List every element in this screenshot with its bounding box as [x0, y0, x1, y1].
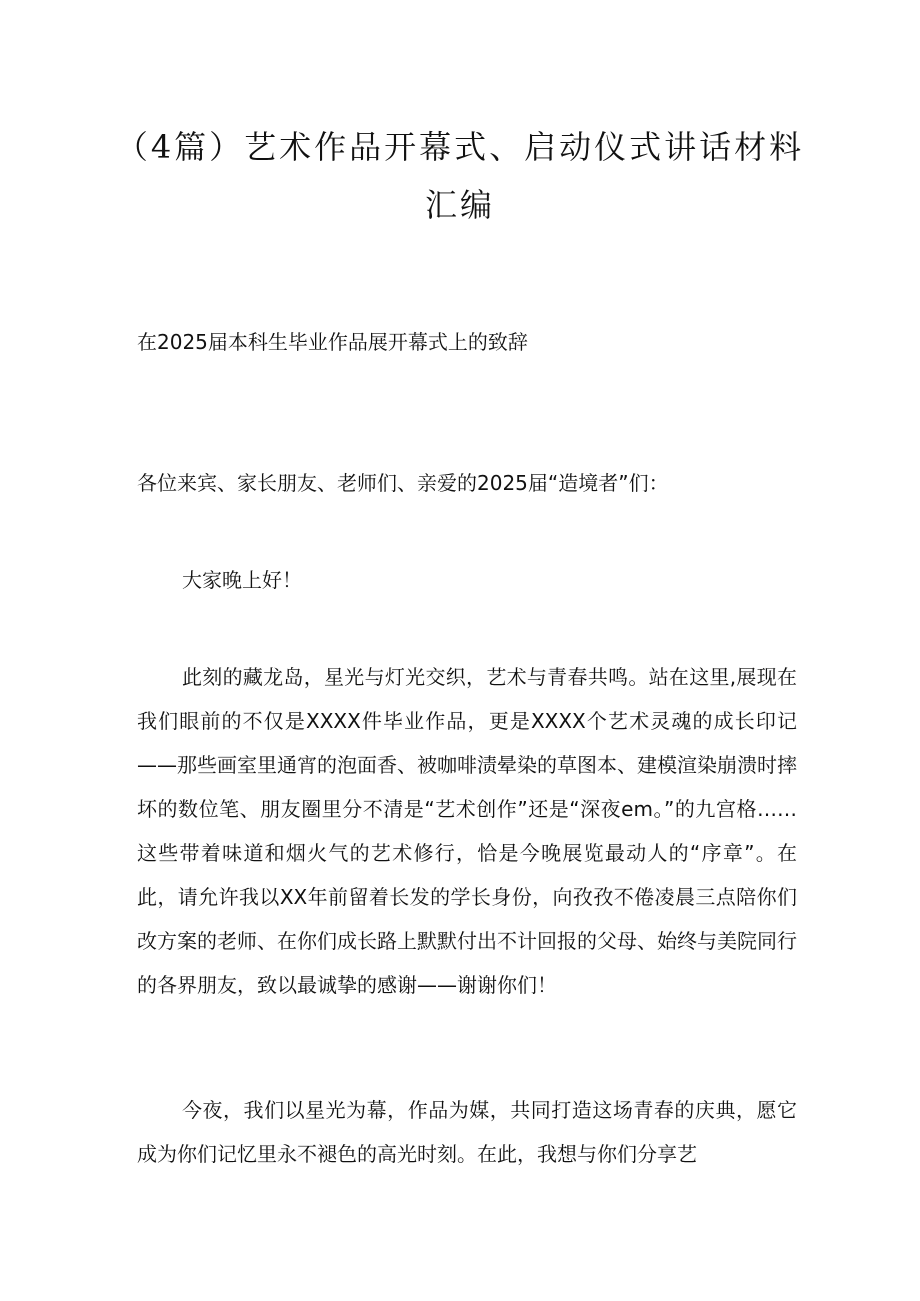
greeting: 大家晚上好！ — [182, 568, 302, 592]
speech-title: 在2025届本科生毕业作品展开幕式上的致辞 — [137, 330, 528, 354]
body-paragraph: 此刻的藏龙岛，星光与灯光交织，艺术与青春共鸣。站在这里,展现在我们眼前的不仅是XXXX件毕业作品，更是XXXX个艺术灵魂的成长印记——那些画室里通宵的泡面香、被咖啡渍晕染的草图本、建模渲染崩溃时摔坏的数位笔、朋友圈里分不清是“艺术创作”还是“深夜em。”的九宫格……这些带着味道和烟火气的艺术修行，恰是今晚展览最动人的“序章”。在此，请允许我以XX年前留着长发的学长身份，向孜孜不倦凌晨三点陪你们改方案的老师、在你们成长路上默默付出不计回报的父母、始终与美院同行的各界朋友，致以最诚挚的感谢——谢谢你们！ — [137, 665, 797, 997]
salutation: 各位来宾、家长朋友、老师们、亲爱的2025届“造境者”们： — [137, 471, 669, 495]
document-title: （4篇）艺术作品开幕式、启动仪式讲话材料汇编 — [115, 128, 805, 224]
body-paragraph: 今夜，我们以星光为幕，作品为媒，共同打造这场青春的庆典，愿它成为你们记忆里永不褪色的高光时刻。在此，我想与你们分享艺 — [137, 1098, 797, 1166]
